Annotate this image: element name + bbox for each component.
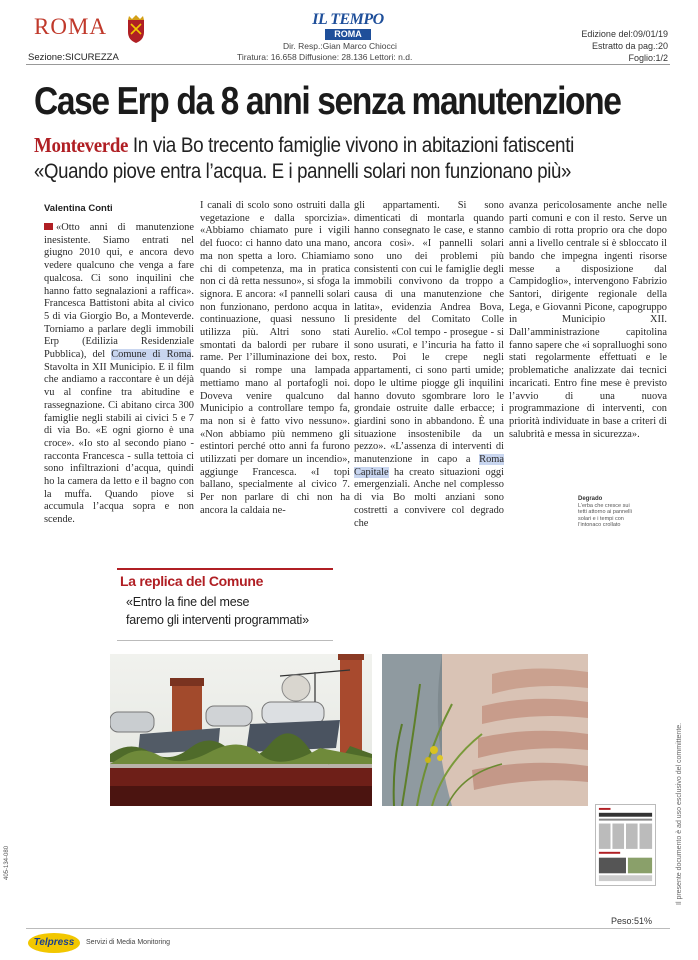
logo-il-tempo: IL TEMPO [312,11,384,28]
col1-text-b: . Stavolta in XII Municipio. E il film che andiamo a raccontare è un déjà vu al confine tra abitudine e rassegnazione. Ci abitano circa 300 famiglie negli stabili ai civici 5 e 7 di via Bo. «E ogni giorno è una croce». «Io sto al secondo piano - racconta Francesca - sulla tettoia ci sono infiltrazioni d’acqua, quindi ho la camera da letto e il bagno con la muffa. Quando piove si accumula l’acqua sopra e non scende. [44,349,195,526]
col3-text-b: ha creato situazioni oggi emergenziali. Anche nel complesso di via Bo molti anziani sono costretti a convivere col degrado che [354,466,504,529]
caption-title: Degrado [578,496,603,502]
col2-text: I canali di scolo sono ostruiti dalla vegetazione e dalla sporcizia». «Abbiamo chiamato pure i vigili del fuoco: ci hanno dato una mano, ma non spetta a loro. Chiamiamo chi di competenza, ma in pratica non ci dà retta nessuno», si sfoga la signora. E ancora: «I pannelli solari non funzionano, perdono acqua in continuazione, quasi nessuno li utilizza più. Altri sono stati smontati da balordi per rubare il rame. Per l’illuminazione dei box, quando si rompe una lampada mettiamo mano al portafogli noi. Doveva venire qualcuno dal Municipio a controllare tempo fa, ma non si è fatto vivo nessuno». «Non abbiamo più nemmeno gli estintori perché otto anni fa furono utilizzati per domare un incendio», aggiunge Francesca. «I topi ballano, specialmente al civico 7. Per non parlare di chi non ha ancora la caldaia ne- [200,200,350,516]
logo-edition: ROMA [325,29,371,40]
box-subtitle [126,593,356,629]
edition-info [581,28,668,64]
article-subheadline-2: «Quando piove entra l’acqua. E i pannelli solari non funzionano più» [34,160,571,183]
article-column-1 [44,222,194,527]
header-divider [26,64,670,65]
photo-caption [578,496,640,529]
telpress-logo: Telpress [28,933,80,953]
services-label: Servizi di Media Monitoring [86,939,171,946]
page-weight: Peso:51% [610,916,652,926]
col4-text: avanza pericolosamente anche nelle parti comuni e con il resto. Serve un cambio di rotta proprio ora che dopo anni a livello centrale si è sbloccato il bando che impegna ingenti risorse messe a disposizione dal Campidoglio», intervengono Fabrizio Santori, dirigente regionale della Lega, e Giovanni Picone, capogruppo in Municipio XII. Dall’amministrazione capitolina fanno sapere che «i sopralluoghi sono stati regolarmente effettuati e le problematiche analizzate dai tecnici incaricati. Entro fine mese è previsto l’avvio di una nuova programmazione di interventi, con priorità individuate in base a criteri di salubrità e messa in sicurezza». [509,200,667,440]
page-thumbnail[interactable] [595,804,656,886]
edition-date: Edizione del:09/01/19 [581,29,668,39]
article-kicker: Monteverde [34,133,129,157]
article-column-2 [200,200,350,518]
highlight-comune-di-roma: Comune di Roma [111,349,192,361]
box-subtitle-1: «Entro la fine del mese [126,595,250,609]
footer-divider [26,928,670,929]
box-top-rule [117,568,333,570]
article-headline: Case Erp da 8 anni senza manutenzione [34,80,621,123]
article-column-4 [509,200,667,441]
extract-page: Estratto da pag.:20 [591,41,668,51]
article-column-3 [354,200,504,530]
roma-crest-icon [124,14,148,44]
side-code: 405-134-080 [4,845,10,880]
grass-on-roof-photo [382,654,588,806]
highlight-roma-capitale: Roma Capitale [354,454,504,478]
col1-text-a: «Otto anni di manutenzione inesistente. Siamo entrati nel giugno 2010 qui, e ancora devo vedere qualcuno che venga a fare qualcosa. Ci sono inquilini che hanno fatto segnalazioni a raffica». Francesca Battistoni abita al civico 5 di via Giorgio Bo, a Monteverde. Torniamo a parlare degli immobili Erp (Edilizia Residenziale Pubblica), del [44,222,194,361]
byline: Valentina Conti [44,203,113,214]
side-disclaimer: Il presente documento è ad uso esclusivo del committente. [676,722,683,905]
circulation-line: Tiratura: 16.658 Diffusione: 28.136 Lettori: n.d. [237,52,413,62]
article-subheadline-1 [34,133,574,158]
brand-roma: ROMA [34,14,108,39]
director-line: Dir. Resp.:Gian Marco Chiocci [283,41,397,51]
box-subtitle-2: faremo gli interventi programmati» [126,613,309,627]
box-bottom-rule [117,640,333,641]
rooftop-solar-panels-photo [110,654,372,806]
paragraph-bullet-icon [44,223,53,230]
box-title: La replica del Comune [120,573,264,589]
subheadline-1-text: In via Bo trecento famiglie vivono in abitazioni fatiscenti [132,134,574,157]
col3-text-a: gli appartamenti. Si sono dimenticati di montarla quando hanno consegnato le case, e stanno ancora così». «I pannelli solari sono uno dei problemi più consistenti con cui le famiglie degli immobili convivono da troppo a causa di una manutenzione che latita», evidenzia Andrea Bova, presidente del Comitato Colle Aurelio. «Col tempo - prosegue - si sono usurati, e l’incuria ha fatto il resto. Poi le crepe negli appartamenti, ci sono parti umide; dopo le ultime piogge gli inquilini hanno dovuto sgombrare loro le grondaie ostruite dalle erbacce; i giardini sono in abbandono. È una situazione insostenibile da un pezzo». «L’assenza di interventi di manutenzione in capo a [354,200,504,466]
caption-text: L’erba che cresce sui tetti attorno ai pannelli solari e i tempi con l’intonaco crollato [578,502,632,528]
sheet-number: Foglio:1/2 [628,53,668,63]
section-label: Sezione:SICUREZZA [28,52,119,63]
newspaper-logo [306,12,390,40]
